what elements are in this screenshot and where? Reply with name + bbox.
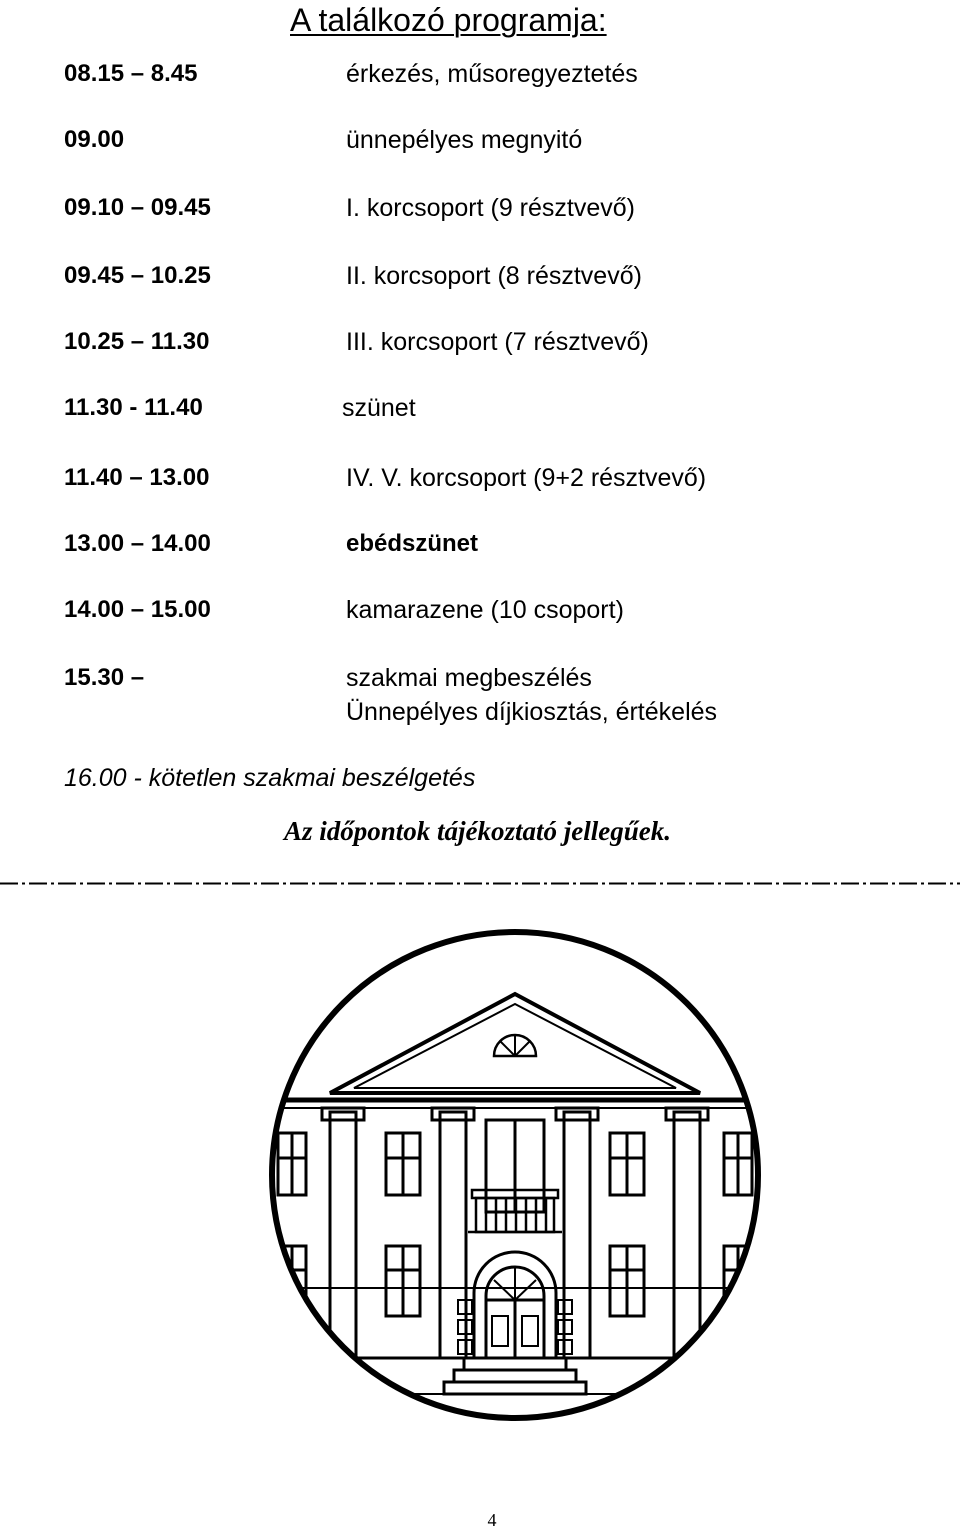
schedule-desc: ünnepélyes megnyitó [346, 126, 583, 154]
schedule-time: 10.25 – 11.30 [64, 328, 210, 355]
schedule-row [64, 120, 944, 160]
schedule-row [64, 590, 944, 630]
schedule-row [64, 524, 944, 564]
schedule-row [64, 322, 944, 362]
schedule-desc: ebédszünet [346, 530, 479, 557]
schedule-row [64, 54, 944, 94]
manor-house-emblem [268, 928, 762, 1422]
schedule-desc: kamarazene (10 csoport) [346, 596, 624, 624]
schedule-time: 15.30 – [64, 664, 145, 691]
schedule-time: 13.00 – 14.00 [64, 530, 211, 557]
schedule-desc: II. korcsoport (8 résztvevő) [346, 262, 642, 290]
schedule-time: 08.15 – 8.45 [64, 60, 198, 87]
page-number: 4 [487, 1510, 497, 1530]
page-title: A találkozó programja: [290, 2, 607, 38]
schedule-time: 14.00 – 15.00 [64, 596, 211, 623]
schedule-time: 11.40 – 13.00 [64, 464, 210, 491]
schedule-row [64, 388, 944, 428]
schedule-desc: szünet [342, 394, 416, 422]
schedule-desc: szakmai megbeszélés [346, 664, 592, 692]
dash-dot-separator [0, 882, 960, 885]
schedule-row [64, 188, 944, 228]
schedule-time: 09.45 – 10.25 [64, 262, 211, 289]
schedule-time: 09.00 [64, 126, 125, 153]
schedule-desc: IV. V. korcsoport (9+2 résztvevő) [346, 464, 707, 492]
schedule-time: 09.10 – 09.45 [64, 194, 211, 221]
schedule-row [64, 256, 944, 296]
timing-note: Az időpontok tájékoztató jellegűek. [284, 816, 672, 846]
schedule-desc: I. korcsoport (9 résztvevő) [346, 194, 635, 222]
schedule-desc-second-line: Ünnepélyes díjkiosztás, értékelés [346, 698, 718, 726]
schedule-desc: III. korcsoport (7 résztvevő) [346, 328, 649, 356]
schedule-row [64, 658, 944, 732]
closing-line: 16.00 - kötetlen szakmai beszélgetés [64, 764, 476, 792]
schedule-desc: érkezés, műsoregyeztetés [346, 60, 638, 88]
schedule-time: 11.30 - 11.40 [64, 394, 203, 421]
schedule-row [64, 458, 944, 498]
